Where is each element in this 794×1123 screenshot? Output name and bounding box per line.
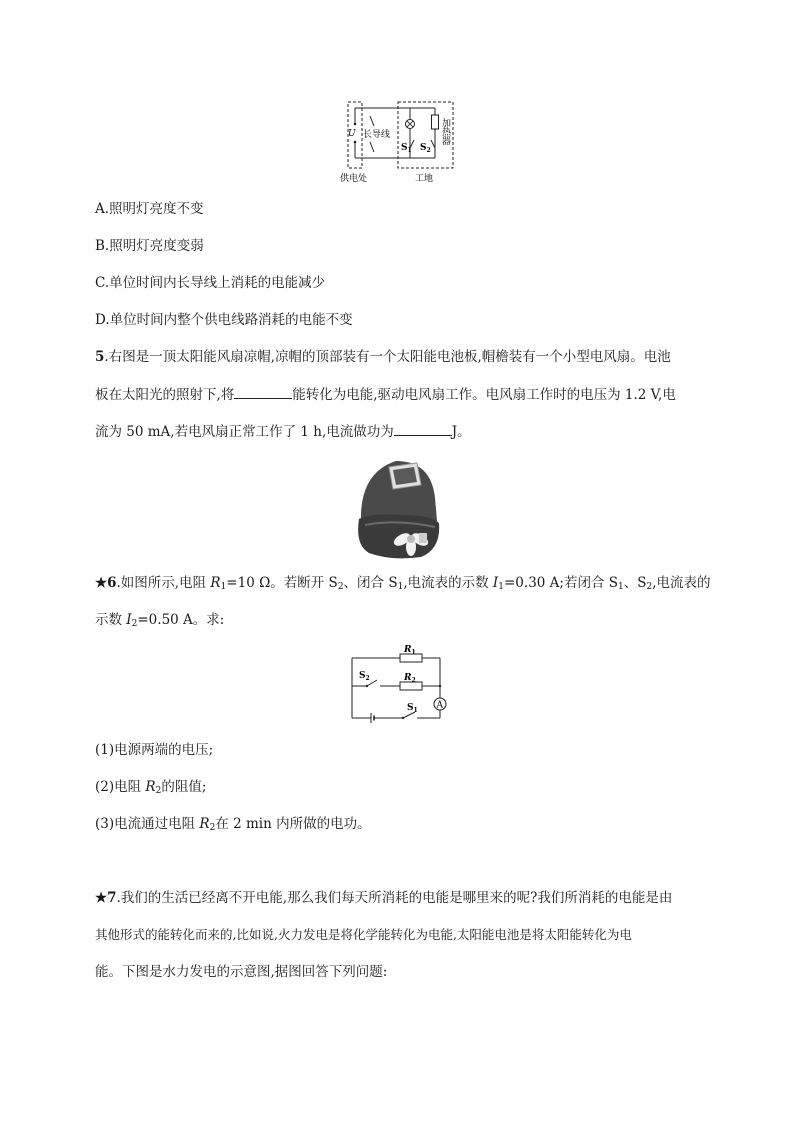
question-number: 6 bbox=[107, 575, 117, 591]
question-5-line-2: 板在太阳光的照射下,将 能转化为电能,驱动电风扇工作。电风扇工作时的电压为 1.2 V,电 bbox=[95, 387, 676, 403]
circuit-diagram-long-wire bbox=[340, 98, 460, 188]
question-7-line-3: 能。下图是水力发电的示意图,据图回答下列问题: bbox=[95, 964, 388, 980]
question-7-line-2: 其他形式的能转化而来的,比如说,火力发电是将化学能转化为电能,太阳能电池是将太阳能转化为电 bbox=[95, 927, 632, 942]
option-c: C.单位时间内长导线上消耗的电能减少 bbox=[95, 275, 326, 291]
site-caption: 工地 bbox=[415, 174, 434, 184]
long-wire-label: 长导线 bbox=[363, 130, 391, 140]
answer-blank[interactable] bbox=[234, 385, 292, 399]
question-6-part-1: (1)电源两端的电压; bbox=[95, 742, 214, 758]
svg-text:R1: $R_1$ bbox=[404, 645, 416, 656]
svg-text:S2: $S_2$ bbox=[359, 671, 370, 682]
heater-resistor bbox=[432, 115, 439, 129]
option-a: A.照明灯亮度不变 bbox=[95, 201, 204, 217]
svg-text:A: A bbox=[436, 700, 443, 711]
question-number: 5 bbox=[95, 349, 105, 365]
supply-caption: 供电处 bbox=[340, 174, 368, 184]
question-6-line-1: ★6.如图所示,电阻 $R_1=10$ Ω。若断开 $S_2$、闭合 $S_1$,电流表的示数 $I_1=0.30$ A;若闭合 $S_1$、$S_2$,电流表的 bbox=[95, 575, 711, 592]
voltage-label: U bbox=[348, 129, 356, 139]
question-7-line-1: ★7.我们的生活已经离不开电能,那么我们每天所消耗的电能是哪里来的呢?我们所消耗的电能是由 bbox=[95, 890, 673, 906]
solar-fan-cap-photo bbox=[351, 453, 443, 561]
option-d: D.单位时间内整个供电线路消耗的电能不变 bbox=[95, 312, 353, 328]
question-5-line-3: 流为 50 mA,若电风扇正常工作了 1 h,电流做功为 J。 bbox=[95, 424, 471, 440]
heater-label: 加热器 bbox=[440, 118, 450, 145]
answer-blank[interactable] bbox=[394, 422, 452, 436]
svg-text:S1: $S_1$ bbox=[401, 143, 412, 154]
option-b: B.照明灯亮度变弱 bbox=[95, 238, 204, 254]
question-5-line-1: 5.右图是一顶太阳能风扇凉帽,凉帽的顶部装有一个太阳能电池板,帽檐装有一个小型电风扇。电池 bbox=[95, 349, 671, 365]
question-6-part-3: (3)电流通过电阻 $R_2$在 2 min 内所做的电功。 bbox=[95, 816, 371, 833]
question-number: 7 bbox=[107, 890, 117, 906]
question-6-part-2: (2)电阻 $R_2$的阻值; bbox=[95, 779, 207, 796]
svg-text:S1: $S_1$ bbox=[407, 703, 418, 714]
svg-text:S2: $S_2$ bbox=[420, 143, 431, 154]
circuit-diagram-parallel bbox=[345, 640, 450, 725]
svg-text:R2: $R_2$ bbox=[404, 673, 416, 684]
question-6-line-2: 示数 $I_2=0.50$ A。求: bbox=[95, 612, 225, 629]
